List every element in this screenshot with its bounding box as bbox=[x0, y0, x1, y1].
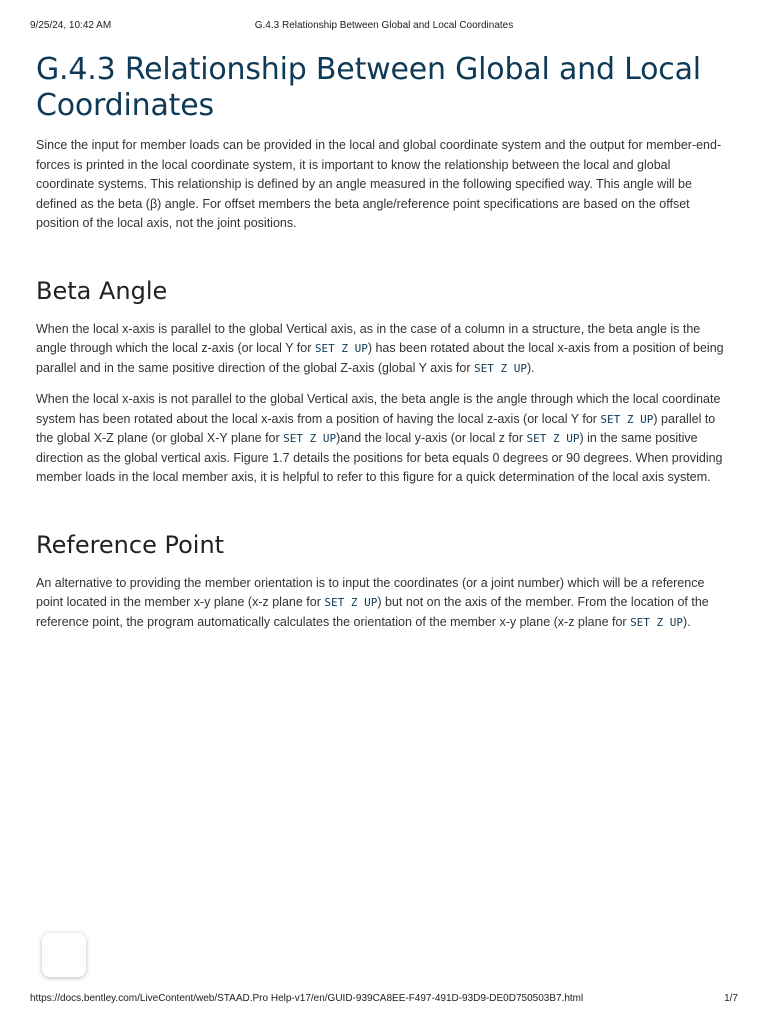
code-term: SET Z UP bbox=[283, 432, 337, 445]
text-run: An alternative to providing the member orientation is to input the coordinates (or a joint number) which will be a reference point located in the member x-y plane (x-z plane for bbox=[36, 575, 705, 609]
text-run: When the local x-axis is parallel to the global Vertical axis, as in the case of a column in a structure, the beta angle is the angle through which the local z-axis (or local Y for bbox=[36, 321, 701, 355]
reference-point-heading: Reference Point bbox=[36, 530, 225, 559]
text-run: ). bbox=[683, 614, 691, 629]
text-run: ) parallel to the global X-Z plane (or global X-Y plane for bbox=[36, 411, 716, 445]
reference-paragraph bbox=[36, 574, 728, 633]
article bbox=[36, 52, 728, 632]
beta-paragraph-2 bbox=[36, 390, 728, 488]
code-term: SET Z UP bbox=[600, 412, 654, 426]
page-title: G.4.3 Relationship Between Global and Local Coordinates bbox=[36, 52, 701, 123]
beta-angle-heading: Beta Angle bbox=[36, 276, 168, 305]
text-run: )and the local y-axis (or local z for bbox=[336, 431, 527, 445]
floating-action-button[interactable] bbox=[42, 933, 86, 977]
code-term: SET Z UP bbox=[324, 596, 378, 609]
code-term: SET Z UP bbox=[526, 432, 580, 445]
page-url: https://docs.bentley.com/LiveContent/web/STAAD.Pro Help-v17/en/GUID-939CA8EE-F497-491D-93D9-DE0D750503B7.html bbox=[30, 993, 584, 1004]
text-run: ) in the same positive direction as the global vertical axis. Figure 1.7 details the positions for beta equals 0 degrees or 90 degrees. When providing member loads in the local member axis, it is helpful to refer to this figure for a quick determination of the local axis system. bbox=[36, 431, 723, 484]
page-number: 1/7 bbox=[724, 993, 738, 1004]
beta-paragraph-1 bbox=[36, 320, 728, 379]
intro-paragraph: Since the input for member loads can be provided in the local and global coordinate system and the output for member-end-forces is printed in the local coordinate system, it is important to know the relationship between the local and global coordinate systems. This relationship is defined by an angle measured in the following specified way. This angle will be defined as the beta (β) angle. For offset members the beta angle/reference point specifications are based on the offset position of the local axis, not the joint positions. bbox=[36, 138, 722, 230]
code-term: SET Z UP bbox=[473, 361, 527, 375]
print-page-title: G.4.3 Relationship Between Global and Local Coordinates bbox=[254, 20, 514, 31]
text-run: ) has been rotated about the local x-axis from a position of being parallel and in the same positive direction of the global Z-axis (global Y axis for bbox=[36, 341, 724, 375]
text-run: When the local x-axis is not parallel to the global Vertical axis, the beta angle is the angle through which the local coordinate system has been rotated about the local x-axis from a position of having the local z-axis (or local Y for bbox=[36, 392, 721, 426]
print-header bbox=[0, 20, 768, 34]
code-term: SET Z UP bbox=[630, 615, 684, 629]
print-date: 9/25/24, 10:42 AM bbox=[30, 20, 112, 31]
code-term: SET Z UP bbox=[314, 342, 368, 355]
print-footer bbox=[0, 993, 768, 1007]
text-run: ) but not on the axis of the member. From the location of the reference point, the program automatically calculates the orientation of the member x-y plane (x-z plane for bbox=[36, 595, 709, 629]
text-run: ). bbox=[526, 360, 535, 375]
